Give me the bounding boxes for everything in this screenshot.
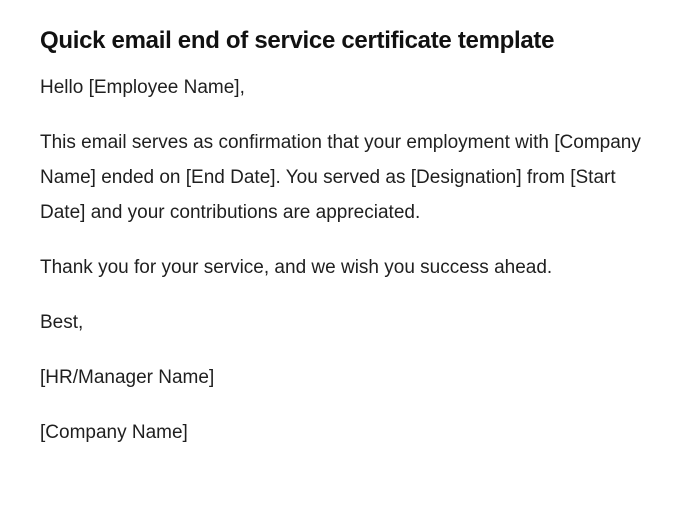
greeting-line: Hello [Employee Name],	[40, 77, 245, 98]
thanks-line: Thank you for your service, and we wish you success ahead.	[40, 257, 553, 278]
signoff-line: Best,	[40, 312, 84, 333]
email-template-document	[40, 24, 660, 450]
signer-name: [HR/Manager Name]	[40, 367, 215, 388]
company-name: [Company Name]	[40, 422, 188, 443]
body-paragraph: This email serves as confirmation that your employment with [Company Name] ended on [End Date]. You served as [Designation] from [Start Date] and your contributions are appreciated.	[40, 132, 641, 223]
document-title: Quick email end of service certificate template	[40, 27, 555, 54]
